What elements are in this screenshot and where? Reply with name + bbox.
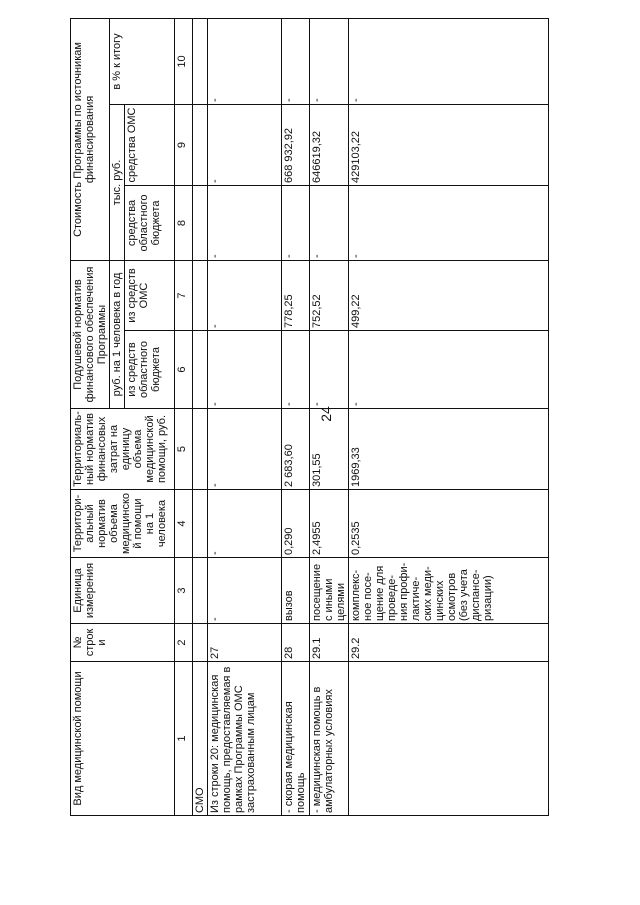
table-row: [193, 18, 208, 815]
header-volume-norm: Территори- альный норматив объема медицинской помощи на 1 человека: [71, 490, 175, 558]
page-number: 24: [318, 406, 334, 422]
table-row: [208, 18, 282, 815]
cell-regional-per-person: -: [310, 331, 349, 409]
cell-oms-per-person: 752,52: [310, 261, 349, 331]
col-number: 7: [175, 261, 193, 331]
table-wrapper: [70, 19, 550, 816]
col-number: 10: [175, 18, 193, 104]
header-percent-total: в % к итогу: [110, 18, 175, 104]
cell-unit: посещение с иными целями: [310, 558, 349, 624]
cell-regional-funds: -: [282, 186, 310, 261]
cell-volume-norm: 0,290: [282, 490, 310, 558]
cell-percent: -: [282, 18, 310, 104]
cell-volume-norm: -: [208, 490, 282, 558]
cell-care-type: - медицинская помощь в амбулаторных условиях: [310, 662, 349, 816]
cell-unit: -: [208, 558, 282, 624]
col-number: 1: [175, 662, 193, 816]
cell-care-type: СМО: [193, 662, 208, 816]
header-thousand-rub: тыс. руб.: [110, 105, 125, 261]
col-number: 4: [175, 490, 193, 558]
cell-oms-per-person: 778,25: [282, 261, 310, 331]
cell-row-no: 29.2: [349, 624, 549, 662]
cell-regional-per-person: -: [208, 331, 282, 409]
col-number: 3: [175, 558, 193, 624]
header-regional-budget-per-person: из средств областного бюджета: [125, 331, 175, 409]
cell-cost-norm: 301,55: [310, 409, 349, 490]
cell-oms-per-person: 499,22: [349, 261, 549, 331]
cell-percent: -: [310, 18, 349, 104]
header-program-cost: Стоимость Программы по источникам финансирования: [71, 18, 110, 260]
header-unit: Единица измерения: [71, 558, 175, 624]
cell-regional-per-person: -: [282, 331, 310, 409]
header-oms-funds: средства ОМС: [125, 105, 175, 186]
cell-row-no: 29.1: [310, 624, 349, 662]
table-row: [282, 18, 310, 815]
cell-oms-funds: [193, 105, 208, 186]
cell-regional-funds: [193, 186, 208, 261]
cell-regional-funds: -: [208, 186, 282, 261]
header-rub-per-person: руб. на 1 человека в год: [110, 261, 125, 409]
cell-row-no: [193, 624, 208, 662]
cell-oms-per-person: -: [208, 261, 282, 331]
table-row: [310, 18, 349, 815]
cell-percent: [193, 18, 208, 104]
cell-cost-norm: 1969,33: [349, 409, 549, 490]
cell-oms-funds: 668 932,92: [282, 105, 310, 186]
cell-oms-funds: -: [208, 105, 282, 186]
col-number: 6: [175, 331, 193, 409]
cell-percent: -: [208, 18, 282, 104]
cell-care-type: - скорая медицинская помощь: [282, 662, 310, 816]
col-number: 5: [175, 409, 193, 490]
cell-regional-per-person: [193, 331, 208, 409]
cell-cost-norm: -: [208, 409, 282, 490]
cell-volume-norm: 2,4955: [310, 490, 349, 558]
program-cost-table: [70, 18, 549, 816]
header-row-no: № строки: [71, 624, 175, 662]
cell-care-type: Из строки 20: медицинская помощь, предоставляемая в рамках Программы ОМС застрахованным лицам: [208, 662, 282, 816]
cell-percent: -: [349, 18, 549, 104]
cell-row-no: 28: [282, 624, 310, 662]
cell-care-type: [349, 662, 549, 816]
cell-oms-per-person: [193, 261, 208, 331]
table-row: [349, 18, 549, 815]
cell-oms-funds: 429103,22: [349, 105, 549, 186]
column-number-row: [175, 18, 193, 815]
header-per-capita-norm: Подушевой норматив финансового обеспечения Программы: [71, 261, 110, 409]
cell-unit: [193, 558, 208, 624]
header-oms-per-person: из средств ОМС: [125, 261, 175, 331]
header-care-type: Вид медицинской помощи: [71, 662, 175, 816]
cell-cost-norm: 2 683,60: [282, 409, 310, 490]
cell-row-no: 27: [208, 624, 282, 662]
col-number: 9: [175, 105, 193, 186]
header-row-1: [71, 18, 110, 815]
cell-unit: комплекс- ное посе- щение для проведе- ния профи- лактиче- ских меди- цинских осмотров (без учета диспансе- ризации): [349, 558, 549, 624]
cell-oms-funds: 646619,32: [310, 105, 349, 186]
cell-regional-funds: -: [349, 186, 549, 261]
cell-regional-funds: -: [310, 186, 349, 261]
header-regional-budget-funds: средства областного бюджета: [125, 186, 175, 261]
cell-regional-per-person: -: [349, 331, 549, 409]
col-number: 8: [175, 186, 193, 261]
col-number: 2: [175, 624, 193, 662]
cell-volume-norm: 0,2535: [349, 490, 549, 558]
cell-cost-norm: [193, 409, 208, 490]
header-cost-norm: Территориаль- ный норматив финансовых затрат на единицу объема медицинской помощи, руб.: [71, 409, 175, 490]
cell-unit: вызов: [282, 558, 310, 624]
cell-volume-norm: [193, 490, 208, 558]
